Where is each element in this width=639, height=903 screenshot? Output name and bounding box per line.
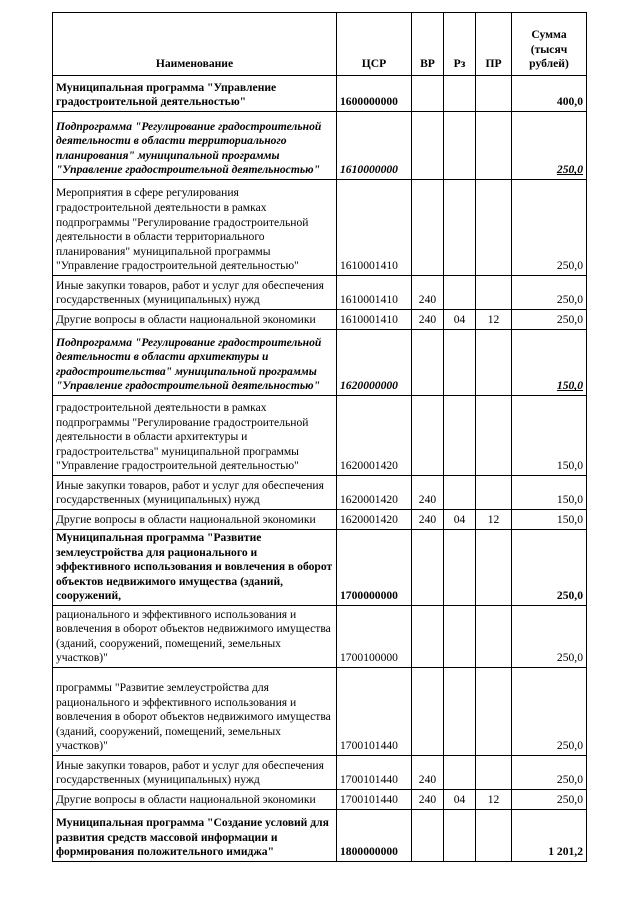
cell-vr	[412, 330, 444, 396]
table-row	[53, 330, 587, 396]
cell-vr	[412, 809, 444, 861]
cell-name: Подпрограмма "Регулирование градостроительной деятельности в области территориального планирования" муниципальной программы "Управление градостроительной деятельностью"	[53, 112, 337, 180]
table-row	[53, 605, 587, 667]
cell-name: Иные закупки товаров, работ и услуг для обеспечения государственных (муниципальных) нужд	[53, 476, 337, 510]
cell-pr	[476, 76, 512, 112]
cell-csr: 1620001420	[337, 476, 412, 510]
header-sum: Сумма (тысяч рублей)	[512, 13, 587, 76]
budget-table	[52, 12, 587, 862]
cell-sum: 150,0	[512, 510, 587, 530]
cell-vr	[412, 112, 444, 180]
header-csr: ЦСР	[337, 13, 412, 76]
table-row	[53, 180, 587, 276]
table-row	[53, 755, 587, 789]
cell-rz	[444, 667, 476, 755]
cell-pr	[476, 667, 512, 755]
cell-rz: 04	[444, 510, 476, 530]
cell-rz	[444, 755, 476, 789]
cell-rz	[444, 530, 476, 606]
cell-vr: 240	[412, 789, 444, 809]
cell-name: Иные закупки товаров, работ и услуг для обеспечения государственных (муниципальных) нужд	[53, 755, 337, 789]
cell-pr	[476, 605, 512, 667]
cell-name: Иные закупки товаров, работ и услуг для обеспечения государственных (муниципальных) нужд	[53, 276, 337, 310]
cell-sum: 250,0	[512, 180, 587, 276]
cell-pr	[476, 476, 512, 510]
cell-pr	[476, 112, 512, 180]
header-pr: ПР	[476, 13, 512, 76]
cell-sum: 250,0	[512, 605, 587, 667]
cell-vr	[412, 605, 444, 667]
cell-sum: 250,0	[512, 530, 587, 606]
cell-pr	[476, 755, 512, 789]
table-row	[53, 667, 587, 755]
cell-sum: 250,0	[512, 789, 587, 809]
cell-sum: 1 201,2	[512, 809, 587, 861]
cell-vr: 240	[412, 476, 444, 510]
cell-pr	[476, 530, 512, 606]
cell-name: программы "Развитие землеустройства для рационального и эффективного использования и вовлечения в оборот объектов недвижимого имущества (зданий, сооружений, помещений, земельных участков)"	[53, 667, 337, 755]
table-row	[53, 396, 587, 476]
cell-rz	[444, 112, 476, 180]
cell-name: Муниципальная программа "Управление градостроительной деятельностью"	[53, 76, 337, 112]
cell-rz	[444, 330, 476, 396]
cell-pr	[476, 276, 512, 310]
cell-sum: 250,0	[512, 112, 587, 180]
cell-name: Подпрограмма "Регулирование градостроительной деятельности в области архитектуры и градостроительства" муниципальной программы "Управление градостроительной деятельностью"	[53, 330, 337, 396]
cell-pr: 12	[476, 310, 512, 330]
cell-name: Муниципальная программа "Создание условий для развития средств массовой информации и формирования положительного имиджа"	[53, 809, 337, 861]
cell-vr: 240	[412, 755, 444, 789]
cell-sum: 400,0	[512, 76, 587, 112]
cell-pr	[476, 396, 512, 476]
cell-pr	[476, 330, 512, 396]
cell-vr	[412, 396, 444, 476]
cell-sum: 150,0	[512, 330, 587, 396]
cell-pr: 12	[476, 789, 512, 809]
table-row	[53, 276, 587, 310]
cell-sum: 250,0	[512, 755, 587, 789]
cell-vr	[412, 530, 444, 606]
cell-rz	[444, 605, 476, 667]
cell-name: Другие вопросы в области национальной экономики	[53, 310, 337, 330]
cell-csr: 1620001420	[337, 396, 412, 476]
cell-sum: 150,0	[512, 476, 587, 510]
cell-sum: 250,0	[512, 667, 587, 755]
cell-csr: 1610001410	[337, 310, 412, 330]
cell-rz	[444, 809, 476, 861]
cell-csr: 1620001420	[337, 510, 412, 530]
cell-rz	[444, 396, 476, 476]
table-row	[53, 112, 587, 180]
cell-pr	[476, 180, 512, 276]
cell-csr: 1700101440	[337, 789, 412, 809]
cell-name: градостроительной деятельности в рамках подпрограммы "Регулирование градостроительной деятельности в области архитектуры и градостроительства" муниципальной программы "Управление градостроительной деятельностью"	[53, 396, 337, 476]
header-rz: Рз	[444, 13, 476, 76]
cell-rz	[444, 180, 476, 276]
cell-vr	[412, 180, 444, 276]
cell-sum: 250,0	[512, 310, 587, 330]
table-row	[53, 510, 587, 530]
cell-pr: 12	[476, 510, 512, 530]
cell-name: Другие вопросы в области национальной экономики	[53, 789, 337, 809]
cell-name: Мероприятия в сфере регулирования градостроительной деятельности в рамках подпрограммы "Регулирование градостроительной деятельности в области территориального планирования" муниципальной программы "Управление градостроительной деятельностью"	[53, 180, 337, 276]
cell-sum: 150,0	[512, 396, 587, 476]
table-header-row	[53, 13, 587, 76]
cell-vr	[412, 76, 444, 112]
cell-csr: 1610001410	[337, 276, 412, 310]
cell-rz: 04	[444, 789, 476, 809]
cell-rz	[444, 276, 476, 310]
cell-vr	[412, 667, 444, 755]
table-row	[53, 476, 587, 510]
cell-rz: 04	[444, 310, 476, 330]
cell-vr: 240	[412, 510, 444, 530]
table-row	[53, 789, 587, 809]
table-row	[53, 76, 587, 112]
table-row	[53, 809, 587, 861]
cell-csr: 1600000000	[337, 76, 412, 112]
cell-csr: 1700000000	[337, 530, 412, 606]
cell-csr: 1610001410	[337, 180, 412, 276]
cell-rz	[444, 476, 476, 510]
cell-sum: 250,0	[512, 276, 587, 310]
cell-csr: 1700101440	[337, 667, 412, 755]
cell-csr: 1620000000	[337, 330, 412, 396]
header-name: Наименование	[53, 13, 337, 76]
table-row	[53, 310, 587, 330]
cell-name: Муниципальная программа "Развитие землеустройства для рационального и эффективного использования и вовлечения в оборот объектов недвижимого имущества (зданий, сооружений,	[53, 530, 337, 606]
cell-rz	[444, 76, 476, 112]
cell-csr: 1610000000	[337, 112, 412, 180]
cell-csr: 1800000000	[337, 809, 412, 861]
cell-csr: 1700101440	[337, 755, 412, 789]
cell-name: Другие вопросы в области национальной экономики	[53, 510, 337, 530]
cell-vr: 240	[412, 310, 444, 330]
cell-pr	[476, 809, 512, 861]
table-row	[53, 530, 587, 606]
header-vr: ВР	[412, 13, 444, 76]
cell-name: рационального и эффективного использования и вовлечения в оборот объектов недвижимого имущества (зданий, сооружений, помещений, земельных участков)"	[53, 605, 337, 667]
cell-vr: 240	[412, 276, 444, 310]
cell-csr: 1700100000	[337, 605, 412, 667]
